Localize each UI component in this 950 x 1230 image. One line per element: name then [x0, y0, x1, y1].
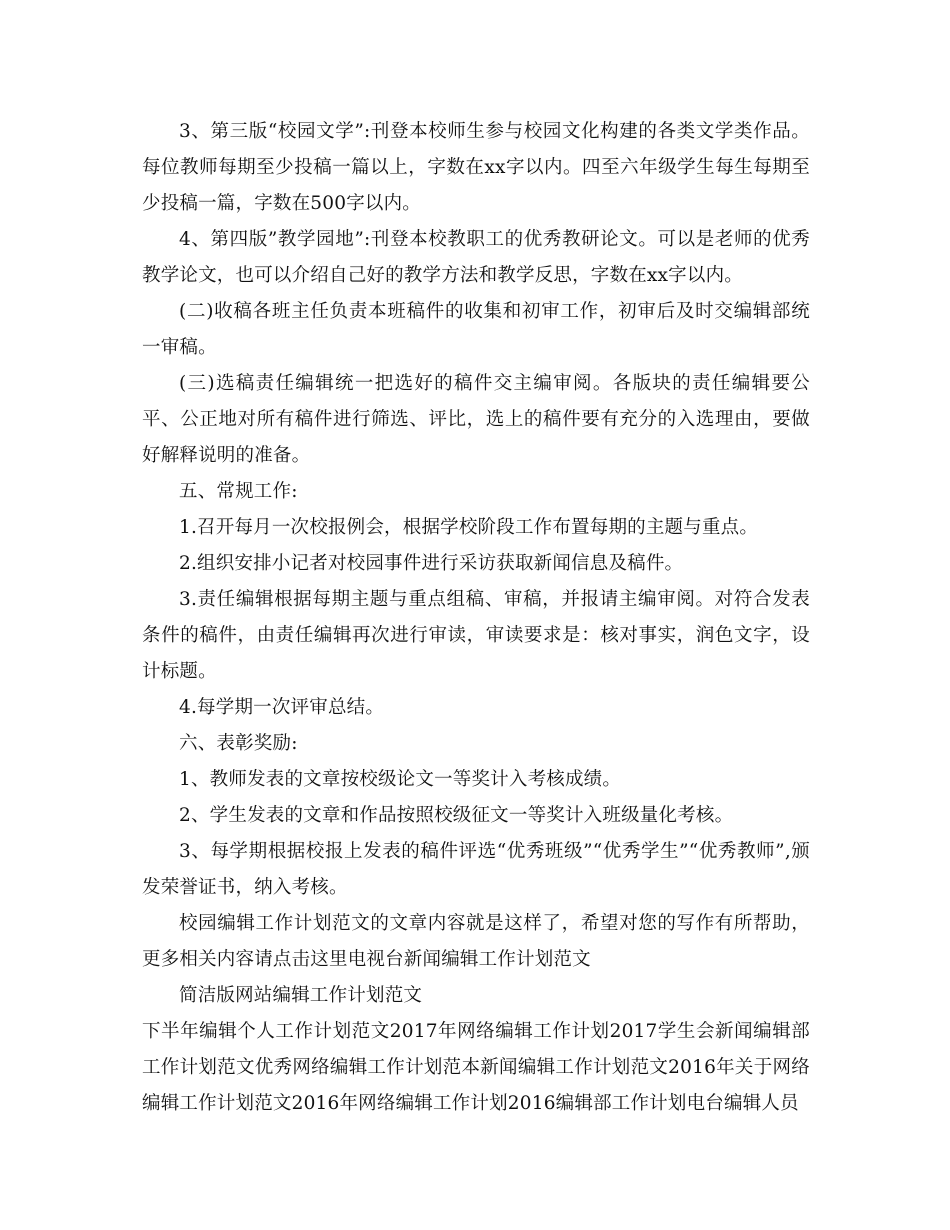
heading-rewards: 六、表彰奖励: [179, 733, 298, 754]
paragraph-selection: (三)选稿责任编辑统一把选好的稿件交主编审阅。各版块的责任编辑要公平、公正地对所有稿件进行筛选、评比，选上的稿件要有充分的入选理由，要做好解释说明的准备。 [142, 373, 810, 466]
paragraph-reward-1: 1、教师发表的文章按校级论文一等奖计入考核成绩。 [179, 769, 622, 790]
paragraph-routine-1: 1.召开每月一次校报例会，根据学校阶段工作布置每期的主题与重点。 [179, 517, 759, 538]
paragraph-reward-2: 2、学生发表的文章和作品按照校级征文一等奖计入班级量化考核。 [179, 805, 734, 826]
paragraph-third-edition: 3、第三版“校园文学”:刊登本校师生参与校园文化构建的各类文学类作品。每位教师每期至少投稿一篇以上，字数在xx字以内。四至六年级学生每生每期至少投稿一篇，字数在500字以内。 [142, 121, 810, 214]
paragraph-fourth-edition: 4、第四版”教学园地”:刊登本校教职工的优秀教研论文。可以是老师的优秀教学论文，也可以介绍自己好的教学方法和教学反思，字数在xx字以内。 [142, 229, 810, 286]
related-links-list: 下半年编辑个人工作计划范文2017年网络编辑工作计划2017学生会新闻编辑部工作计划范文优秀网络编辑工作计划范本新闻编辑工作计划范文2016年关于网络编辑工作计划范文2016年网络编辑工作计划2016编辑部工作计划电台编辑人员 [142, 1021, 810, 1114]
paragraph-collection: (二)收稿各班主任负责本班稿件的收集和初审工作，初审后及时交编辑部统一审稿。 [142, 301, 810, 358]
paragraph-routine-4: 4.每学期一次评审总结。 [179, 697, 385, 718]
paragraph-routine-2: 2.组织安排小记者对校园事件进行采访获取新闻信息及稿件。 [179, 553, 684, 574]
related-link-title: 简洁版网站编辑工作计划范文 [179, 985, 423, 1006]
paragraph-routine-3: 3.责任编辑根据每期主题与重点组稿、审稿，并报请主编审阅。对符合发表条件的稿件，由责任编辑再次进行审读，审读要求是：核对事实，润色文字，设计标题。 [142, 589, 810, 682]
heading-routine-work: 五、常规工作: [179, 481, 298, 502]
paragraph-reward-3: 3、每学期根据校报上发表的稿件评选“优秀班级”“优秀学生”“优秀教师”,颁发荣誉证书，纳入考核。 [142, 841, 810, 898]
document-body [142, 114, 810, 1122]
paragraph-closing: 校园编辑工作计划范文的文章内容就是这样了，希望对您的写作有所帮助，更多相关内容请点击这里电视台新闻编辑工作计划范文 [142, 913, 810, 970]
